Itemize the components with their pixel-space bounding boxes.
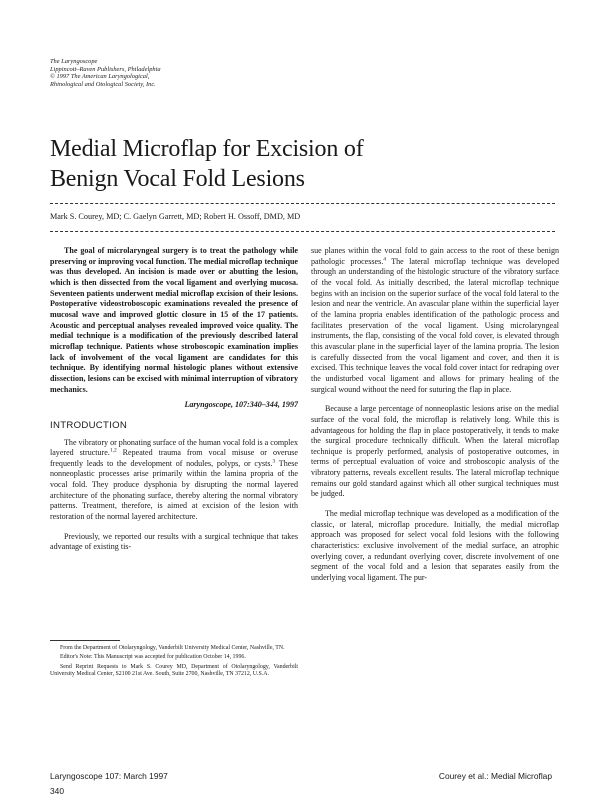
section-heading: INTRODUCTION <box>50 419 128 431</box>
abstract: The goal of microlaryngeal surgery is to treat the pathology while preserving or improving vocal function. The medial microflap technique was thus developed. An incision is made over or abutting the lesion, which is then dissected from the vocal ligament and overlying mucosa. Seventeen patients underwent medial microflap excision of their lesions. Postoperative videostroboscopic examinations revealed the presence of mucosal wave and improved glottic closure in 15 of the 17 patients. Acoustic and perceptual analyses revealed improved voice quality. The medial technique is a modification of the previously described lateral microflap technique. Patients whose stroboscopic examination implies lack of involvement of the vocal ligament are candidates for this technique. By identifying normal histologic planes without extensive dissection, lesions can be excised with minimal interruption of vibratory mechanics. <box>50 246 298 394</box>
footnotes <box>50 640 298 681</box>
intro-paragraph <box>50 438 298 523</box>
body-paragraph: Because a large percentage of nonneoplastic lesions arise on the medial surface of the vocal fold, the microflap is relatively long. While this is advantageous for holding the flap in place postoperatively, it tends to make the surgical procedure technically difficult. When the lateral microflap technique is properly performed, analysis of postoperative outcomes, in terms of perceptual evaluation of voice and stroboscopic analysis of the vibratory patterns, reveals excellent results. The lateral microflap technique remains our gold standard against which all other surgical techniques must be judged. <box>311 404 559 499</box>
body-paragraph: The medial microflap technique was developed as a modification of the classic, or lateral, microflap procedure. Initially, the medial microflap approach was proposed for select vocal fold lesions with the following characteristics: exclusive involvement of the medial surface, an atrophic overlying cover, a redundant overlying cover, discrete involvement of one segment of the vocal fold and a lesion that separates easily from the underlying vocal ligament. The pur- <box>311 509 559 583</box>
footnote: From the Department of Otolaryngology, Vanderbilt University Medical Center, Nashville, TN. <box>60 645 285 651</box>
footnote: Send Reprint Requests to Mark S. Courey MD, Department of Otolaryngology, Vanderbilt University Medical Center, S2100 21st Ave. South, Suite 2700, Nashville, TN 37212, U.S.A. <box>50 663 298 678</box>
left-column <box>50 246 298 553</box>
intro-paragraph: Previously, we reported our results with a surgical technique that takes advantage of existing tis- <box>50 531 298 552</box>
reference-marker: 1,2 <box>109 447 117 454</box>
text-run: The vibratory or phonating surface of the human vocal fold is a complex layered structure. <box>50 437 298 458</box>
reference-marker: 4 <box>383 255 386 262</box>
footnote-rule <box>50 640 120 641</box>
abstract-citation: Laryngoscope, 107:340–344, 1997 <box>184 400 298 410</box>
masthead-line: © 1997 The American Laryngological, <box>50 73 150 81</box>
masthead-line: Lippincott–Raven Publishers, Philadelphia <box>50 65 161 73</box>
page-number: 340 <box>50 786 64 796</box>
body-paragraph <box>311 246 559 395</box>
masthead-line: The Laryngoscope <box>50 58 98 65</box>
text-run: sue planes within the vocal fold to gain access to the root of these benign pathologic processes. <box>311 246 559 266</box>
introduction-body <box>50 438 298 554</box>
author-line: Mark S. Courey, MD; C. Gaelyn Garrett, MD; Robert H. Ossoff, DMD, MD <box>50 212 301 221</box>
text-run: These nonneoplastic processes arise primarily within the lamina propria of the vocal fold. They produce dysphonia by disrupting the normal layered architecture of the phonating surface, thereby altering the normal vibratory patterns. Treatment, therefore, is aimed at excision of the lesion with restoration of the normal layered architecture. <box>50 458 298 522</box>
author-divider <box>50 231 555 232</box>
article-title <box>50 134 550 194</box>
reference-marker: 3 <box>272 458 276 465</box>
title-line-2: Benign Vocal Fold Lesions <box>50 166 305 192</box>
footnote: Editor's Note: This Manuscript was accepted for publication October 14, 1996. <box>60 654 246 661</box>
right-column <box>311 246 559 584</box>
masthead-line: Rhinological and Otological Society, Inc. <box>50 80 156 88</box>
text-run: The lateral microflap technique was developed through an understanding of the histologic structure of the vibratory surface of the vocal fold. As initially described, the lateral microflap technique begins with an incision on the superior surface of the vocal fold lateral to the lesion and near the ventricle. An avascular plane within the superficial layer of the lamina propria enables identification of the pathologic process and facilitates preservation of the vocal ligament. Using microlaryngeal instruments, the flap, consisting of the vocal fold cover, is elevated through this avascular plane in the superficial layer of the lamina propria. The lesion is carefully dissected from the vocal ligament and cover, and then it is excised. This technique leaves the vocal fold cover intact for redraping over the undisturbed vocal ligament and allows for primary healing of the surgical wound without the need for suturing the flap in place. <box>311 256 559 394</box>
running-footer-journal: Laryngoscope 107: March 1997 <box>50 771 168 781</box>
running-footer-authors: Courey et al.: Medial Microflap <box>438 771 552 781</box>
title-divider <box>50 203 555 204</box>
title-line-1: Medial Microflap for Excision of <box>50 136 364 162</box>
journal-masthead <box>50 58 310 88</box>
text-run: Repeated trauma from vocal misuse or overuse frequently leads to the development of nodules, polyps, or cysts. <box>50 448 298 468</box>
